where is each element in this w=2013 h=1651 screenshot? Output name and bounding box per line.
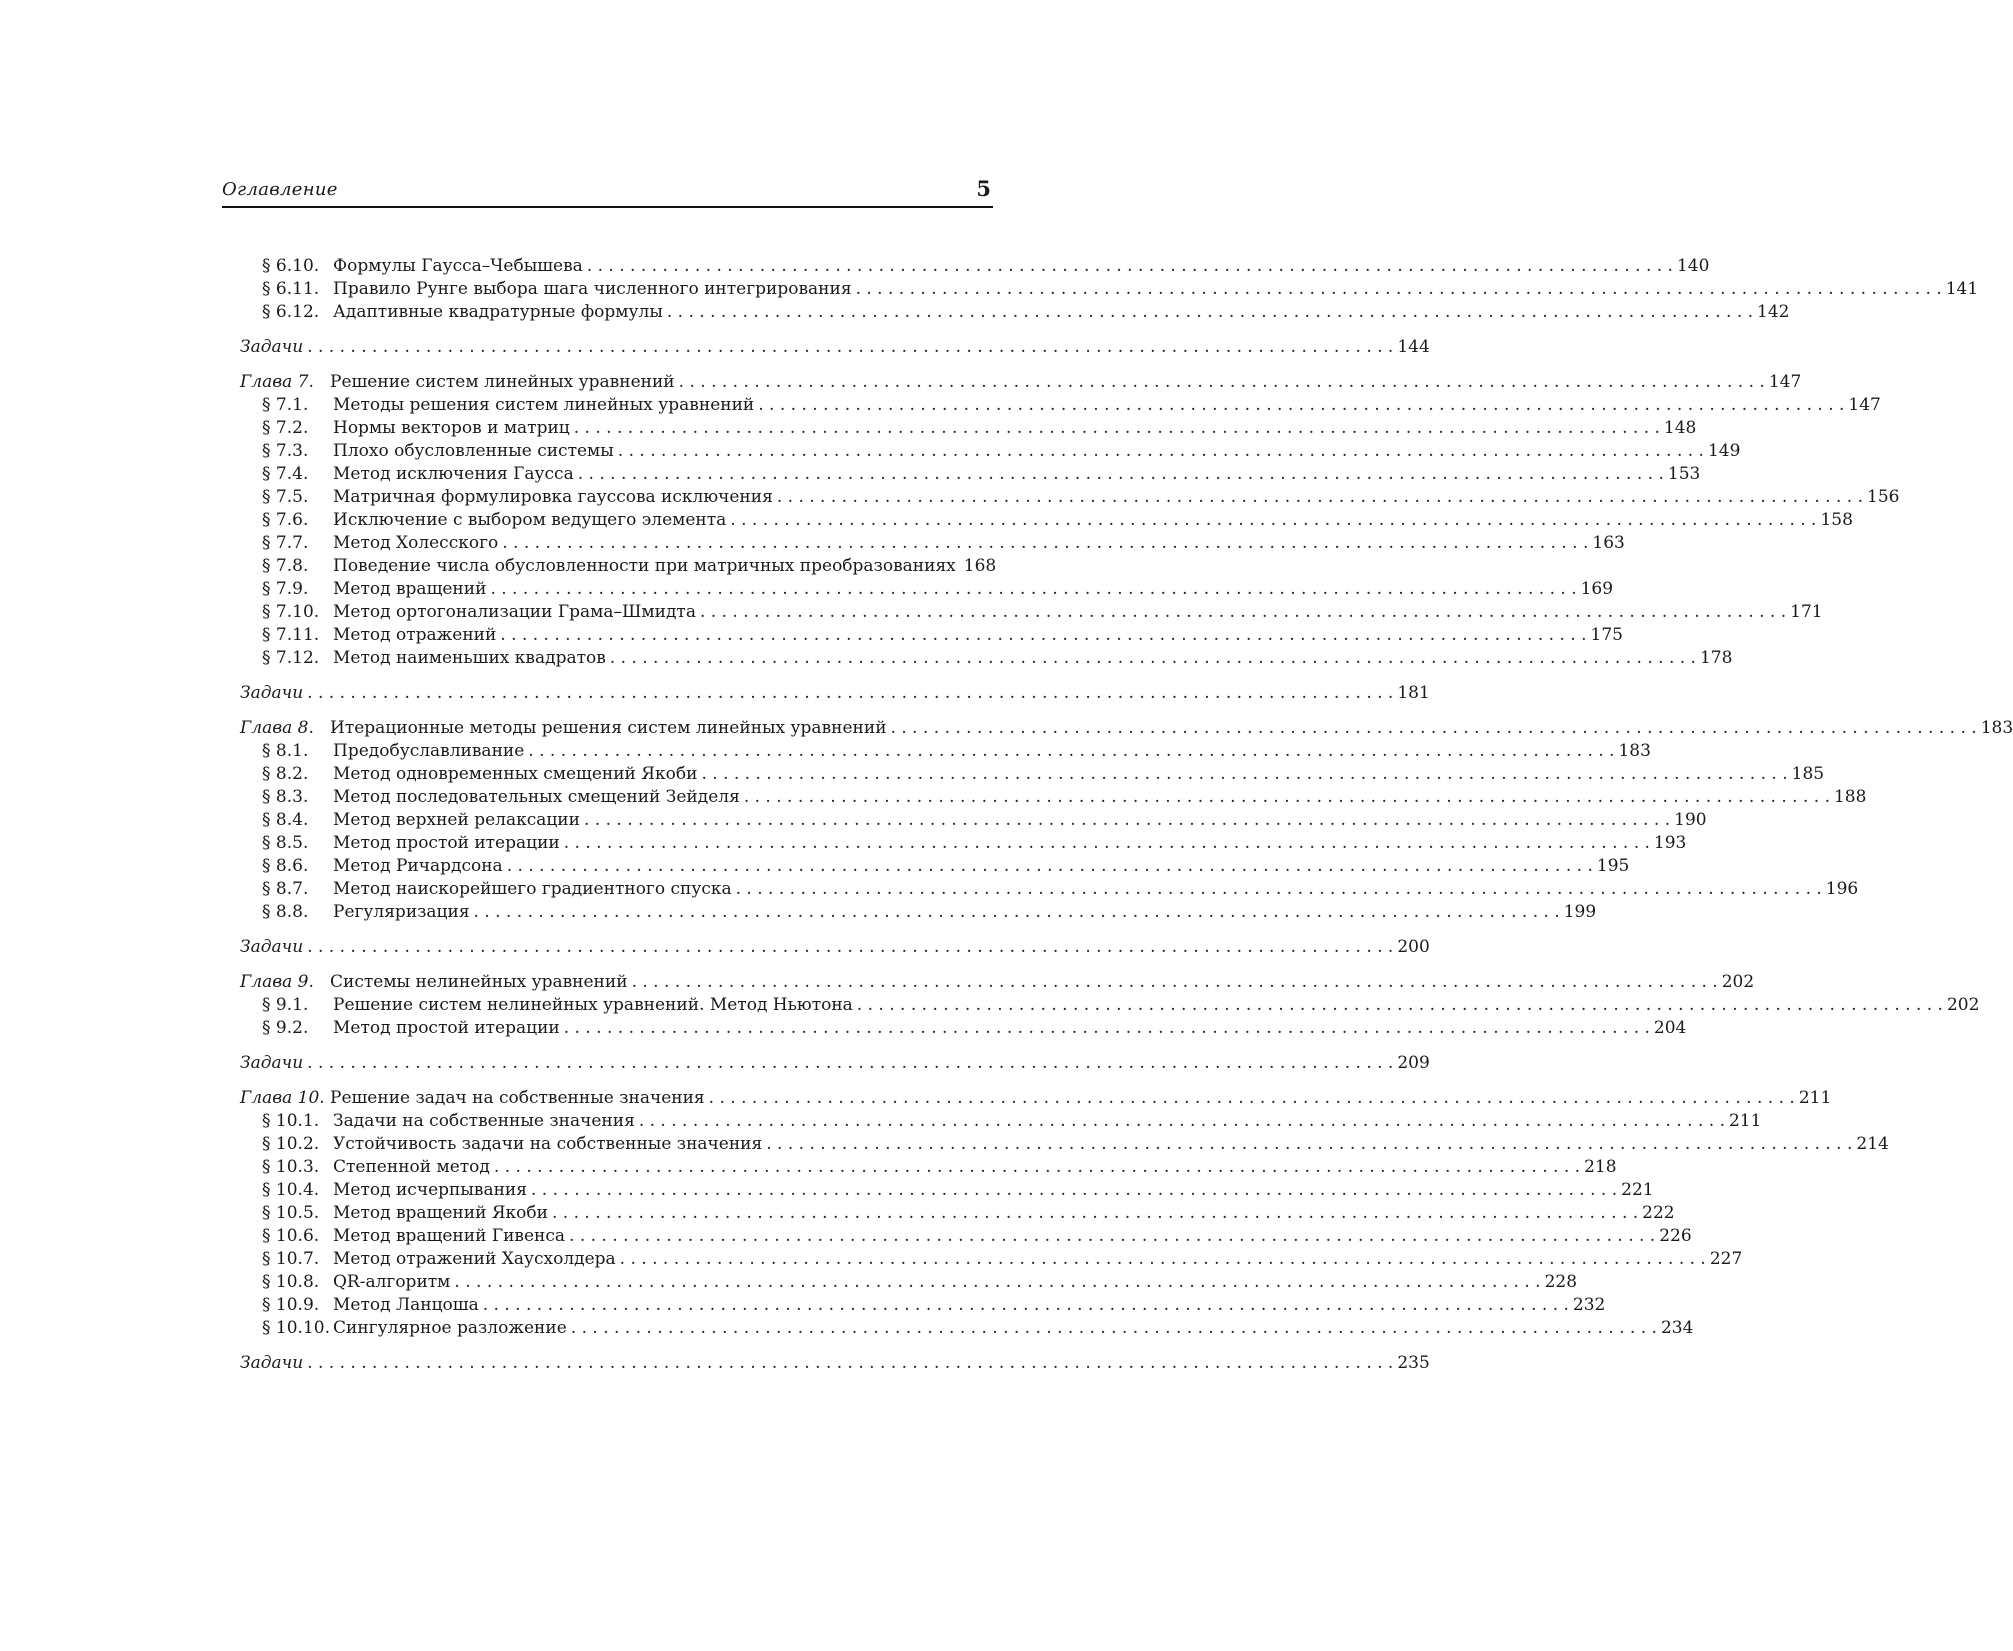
page-ref: 200 bbox=[1397, 937, 1430, 957]
section-title: Метод Ричардсона bbox=[333, 856, 503, 876]
section-number: § 10.3. bbox=[262, 1157, 320, 1177]
section-title: Метод исчерпывания bbox=[333, 1180, 527, 1200]
section-title: Матричная формулировка гауссова исключения bbox=[333, 487, 773, 507]
running-header bbox=[222, 178, 993, 208]
leader-dots bbox=[891, 717, 1977, 740]
page-ref: 181 bbox=[1397, 683, 1430, 703]
section-number: § 7.3. bbox=[262, 441, 309, 461]
toc-entry-8-1[interactable] bbox=[240, 740, 1651, 763]
section-number: § 10.2. bbox=[262, 1134, 320, 1154]
section-number: § 6.10. bbox=[262, 256, 320, 276]
section-number: § 9.2. bbox=[262, 1018, 309, 1038]
section-title: Метод последовательных смещений Зейделя bbox=[333, 787, 740, 807]
toc-entry-7-10[interactable] bbox=[240, 601, 1823, 624]
toc-entry-9-1[interactable] bbox=[240, 994, 1980, 1017]
section-title: Метод вращений Гивенса bbox=[333, 1226, 566, 1246]
toc-entry-8-5[interactable] bbox=[240, 832, 1687, 855]
chapter-title: Системы нелинейных уравнений bbox=[330, 972, 628, 992]
page-ref: 222 bbox=[1642, 1203, 1675, 1223]
page-ref: 183 bbox=[1980, 718, 2013, 738]
page-ref: 169 bbox=[1580, 579, 1614, 599]
problems-title: Задачи bbox=[240, 337, 304, 357]
toc-entry-8-8[interactable] bbox=[240, 901, 1597, 924]
page-ref: 171 bbox=[1790, 602, 1823, 622]
page-ref: 158 bbox=[1820, 510, 1853, 530]
page-ref: 202 bbox=[1946, 995, 1980, 1015]
section-title: Метод Ланцоша bbox=[333, 1295, 479, 1315]
leader-dots bbox=[584, 809, 1670, 832]
toc-entry-chapter-7[interactable] bbox=[240, 371, 1802, 394]
leader-dots bbox=[307, 682, 1393, 705]
section-title: Правило Рунге выбора шага численного интегрирования bbox=[333, 279, 852, 299]
section-title: Предобуславливание bbox=[333, 741, 525, 761]
chapter-number: Глава 7. bbox=[240, 372, 314, 392]
toc-entry-10-6[interactable] bbox=[240, 1225, 1692, 1248]
page-ref: 178 bbox=[1699, 648, 1733, 668]
toc-entry-ch7-problems[interactable] bbox=[240, 682, 1430, 705]
page-ref: 232 bbox=[1572, 1295, 1606, 1315]
leader-dots bbox=[474, 901, 1560, 924]
page-ref: 235 bbox=[1397, 1353, 1430, 1373]
leader-dots bbox=[620, 1248, 1706, 1271]
toc-entry-10-7[interactable] bbox=[240, 1248, 1743, 1271]
problems-title: Задачи bbox=[240, 937, 304, 957]
chapter-title: Решение задач на собственные значения bbox=[330, 1088, 705, 1108]
section-number: § 7.4. bbox=[262, 464, 309, 484]
toc-entry-10-3[interactable] bbox=[240, 1156, 1617, 1179]
section-title: Задачи на собственные значения bbox=[333, 1111, 635, 1131]
section-title: Метод простой итерации bbox=[333, 1018, 560, 1038]
leader-dots bbox=[564, 1017, 1650, 1040]
section-number: § 7.6. bbox=[262, 510, 309, 530]
toc-entry-chapter-8[interactable] bbox=[240, 717, 2013, 740]
toc-entry-7-12[interactable] bbox=[240, 647, 1733, 670]
leader-dots bbox=[700, 601, 1786, 624]
page-ref: 202 bbox=[1721, 972, 1755, 992]
page-ref: 175 bbox=[1590, 625, 1623, 645]
leader-dots bbox=[618, 440, 1704, 463]
toc-entry-10-9[interactable] bbox=[240, 1294, 1606, 1317]
page-ref: 228 bbox=[1544, 1272, 1578, 1292]
page-ref: 156 bbox=[1867, 487, 1900, 507]
leader-dots bbox=[307, 1052, 1393, 1075]
toc-entry-chapter-9[interactable] bbox=[240, 971, 1755, 994]
leader-dots bbox=[483, 1294, 1569, 1317]
toc-entry-8-4[interactable] bbox=[240, 809, 1707, 832]
chapter-number: Глава 8. bbox=[240, 718, 314, 738]
section-number: § 8.5. bbox=[262, 833, 309, 853]
toc-entry-9-2[interactable] bbox=[240, 1017, 1687, 1040]
page-ref: 204 bbox=[1653, 1018, 1687, 1038]
section-number: § 10.8. bbox=[262, 1272, 320, 1292]
page-ref: 214 bbox=[1856, 1134, 1889, 1154]
section-number: § 10.10. bbox=[262, 1318, 330, 1338]
page-ref: 221 bbox=[1621, 1180, 1654, 1200]
section-number: § 8.6. bbox=[262, 856, 309, 876]
section-number: § 6.12. bbox=[262, 302, 320, 322]
page-ref: 196 bbox=[1825, 879, 1859, 899]
section-number: § 7.10. bbox=[262, 602, 320, 622]
page-ref: 168 bbox=[963, 556, 997, 576]
section-number: § 7.2. bbox=[262, 418, 309, 438]
section-number: § 9.1. bbox=[262, 995, 309, 1015]
section-number: § 7.8. bbox=[262, 556, 309, 576]
section-title: Метод отражений bbox=[333, 625, 497, 645]
leader-dots bbox=[569, 1225, 1655, 1248]
toc-entry-6-10[interactable] bbox=[240, 255, 1710, 278]
page-ref: 188 bbox=[1833, 787, 1867, 807]
leader-dots bbox=[744, 786, 1830, 809]
leader-dots bbox=[528, 740, 1614, 763]
page-ref: 209 bbox=[1397, 1053, 1430, 1073]
leader-dots bbox=[564, 832, 1650, 855]
section-number: § 7.11. bbox=[262, 625, 320, 645]
page-ref: 149 bbox=[1707, 441, 1741, 461]
toc-entry-6-12[interactable] bbox=[240, 301, 1790, 324]
section-title: Метод Холесского bbox=[333, 533, 499, 553]
toc-entry-10-10[interactable] bbox=[240, 1317, 1694, 1340]
section-number: § 6.11. bbox=[262, 279, 320, 299]
leader-dots bbox=[766, 1133, 1852, 1156]
section-title: Поведение числа обусловленности при матричных преобразованиях bbox=[333, 556, 956, 576]
problems-title: Задачи bbox=[240, 1353, 304, 1373]
page-ref: 211 bbox=[1728, 1111, 1762, 1131]
toc-entry-ch9-problems[interactable] bbox=[240, 1052, 1430, 1075]
section-title: Метод простой итерации bbox=[333, 833, 560, 853]
section-title: Формулы Гаусса–Чебышева bbox=[333, 256, 583, 276]
section-number: § 7.12. bbox=[262, 648, 320, 668]
page-ref: 140 bbox=[1676, 256, 1710, 276]
leader-dots bbox=[574, 417, 1660, 440]
toc-entry-10-4[interactable] bbox=[240, 1179, 1654, 1202]
page-ref: 185 bbox=[1791, 764, 1825, 784]
section-title: Нормы векторов и матриц bbox=[333, 418, 570, 438]
section-title: Метод исключения Гаусса bbox=[333, 464, 574, 484]
section-title: Метод ортогонализации Грама–Шмидта bbox=[333, 602, 696, 622]
section-number: § 8.4. bbox=[262, 810, 309, 830]
header-title: Оглавление bbox=[222, 179, 338, 200]
section-title: Метод вращений bbox=[333, 579, 487, 599]
leader-dots bbox=[531, 1179, 1617, 1202]
section-title: Адаптивные квадратурные формулы bbox=[333, 302, 663, 322]
leader-dots bbox=[736, 878, 1822, 901]
section-number: § 8.8. bbox=[262, 902, 309, 922]
section-title: Степенной метод bbox=[333, 1157, 490, 1177]
toc-entry-ch8-problems[interactable] bbox=[240, 936, 1430, 959]
page-ref: 195 bbox=[1596, 856, 1630, 876]
page-ref: 190 bbox=[1674, 810, 1707, 830]
toc-entry-8-7[interactable] bbox=[240, 878, 1859, 901]
toc-entry-7-2[interactable] bbox=[240, 417, 1697, 440]
section-title: Регуляризация bbox=[333, 902, 470, 922]
leader-dots bbox=[667, 301, 1753, 324]
page-ref: 227 bbox=[1709, 1249, 1743, 1269]
toc-entry-10-1[interactable] bbox=[240, 1110, 1762, 1133]
leader-dots bbox=[454, 1271, 1540, 1294]
section-title: Метод наименьших квадратов bbox=[333, 648, 606, 668]
section-number: § 8.2. bbox=[262, 764, 309, 784]
leader-dots bbox=[307, 1352, 1393, 1375]
section-number: § 7.5. bbox=[262, 487, 309, 507]
toc-entry-chapter-10[interactable] bbox=[240, 1087, 1832, 1110]
section-number: § 8.7. bbox=[262, 879, 309, 899]
section-title: Метод вращений Якоби bbox=[333, 1203, 548, 1223]
page-ref: 147 bbox=[1848, 395, 1881, 415]
problems-title: Задачи bbox=[240, 1053, 304, 1073]
page-number: 5 bbox=[976, 176, 991, 201]
section-title: Методы решения систем линейных уравнений bbox=[333, 395, 755, 415]
leader-dots bbox=[856, 278, 1942, 301]
section-title: Метод наискорейшего градиентного спуска bbox=[333, 879, 732, 899]
section-number: § 7.7. bbox=[262, 533, 309, 553]
section-title: Исключение с выбором ведущего элемента bbox=[333, 510, 727, 530]
toc-entry-7-1[interactable] bbox=[240, 394, 1881, 417]
leader-dots bbox=[502, 532, 1588, 555]
page-ref: 163 bbox=[1592, 533, 1625, 553]
leader-dots bbox=[587, 255, 1673, 278]
page-ref: 141 bbox=[1945, 279, 1979, 299]
page-ref: 144 bbox=[1397, 337, 1430, 357]
chapter-title: Итерационные методы решения систем линейных уравнений bbox=[330, 718, 887, 738]
leader-dots bbox=[500, 624, 1586, 647]
section-number: § 7.9. bbox=[262, 579, 309, 599]
section-number: § 10.6. bbox=[262, 1226, 320, 1246]
page-ref: 193 bbox=[1653, 833, 1687, 853]
section-number: § 7.1. bbox=[262, 395, 309, 415]
leader-dots bbox=[777, 486, 1863, 509]
page-ref: 153 bbox=[1667, 464, 1701, 484]
page-ref: 183 bbox=[1618, 741, 1651, 761]
chapter-number: Глава 10. bbox=[240, 1088, 325, 1108]
leader-dots bbox=[307, 936, 1393, 959]
toc-entry-6-11[interactable] bbox=[240, 278, 1979, 301]
toc-entry-8-6[interactable] bbox=[240, 855, 1630, 878]
leader-dots bbox=[632, 971, 1718, 994]
page-ref: 211 bbox=[1798, 1088, 1832, 1108]
leader-dots bbox=[507, 855, 1593, 878]
toc-entry-7-7[interactable] bbox=[240, 532, 1625, 555]
leader-dots bbox=[709, 1087, 1795, 1110]
section-number: § 10.9. bbox=[262, 1295, 320, 1315]
leader-dots bbox=[730, 509, 1816, 532]
toc-entry-ch10-problems[interactable] bbox=[240, 1352, 1430, 1375]
toc-entry-7-11[interactable] bbox=[240, 624, 1623, 647]
leader-dots bbox=[758, 394, 1844, 417]
problems-title: Задачи bbox=[240, 683, 304, 703]
section-title: Метод отражений Хаусхолдера bbox=[333, 1249, 616, 1269]
toc-entry-7-8[interactable] bbox=[240, 555, 997, 578]
toc-entry-7-9[interactable] bbox=[240, 578, 1614, 601]
section-number: § 10.1. bbox=[262, 1111, 320, 1131]
section-number: § 10.5. bbox=[262, 1203, 320, 1223]
leader-dots bbox=[571, 1317, 1657, 1340]
section-title: Решение систем нелинейных уравнений. Метод Ньютона bbox=[333, 995, 853, 1015]
leader-dots bbox=[552, 1202, 1638, 1225]
leader-dots bbox=[679, 371, 1765, 394]
page-ref: 199 bbox=[1563, 902, 1597, 922]
leader-dots bbox=[610, 647, 1696, 670]
toc-entry-7-6[interactable] bbox=[240, 509, 1853, 532]
table-of-contents bbox=[240, 255, 2013, 1375]
toc-entry-10-5[interactable] bbox=[240, 1202, 1675, 1225]
section-number: § 10.7. bbox=[262, 1249, 320, 1269]
leader-dots bbox=[307, 336, 1393, 359]
chapter-number: Глава 9. bbox=[240, 972, 314, 992]
toc-entry-8-3[interactable] bbox=[240, 786, 1867, 809]
toc-entry-7-3[interactable] bbox=[240, 440, 1741, 463]
section-title: Метод одновременных смещений Якоби bbox=[333, 764, 698, 784]
section-title: Сингулярное разложение bbox=[333, 1318, 567, 1338]
section-number: § 8.3. bbox=[262, 787, 309, 807]
toc-entry-7-5[interactable] bbox=[240, 486, 1900, 509]
section-title: QR-алгоритм bbox=[333, 1272, 451, 1292]
toc-entry-8-2[interactable] bbox=[240, 763, 1825, 786]
section-number: § 10.4. bbox=[262, 1180, 320, 1200]
leader-dots bbox=[578, 463, 1664, 486]
chapter-title: Решение систем линейных уравнений bbox=[330, 372, 675, 392]
page-ref: 142 bbox=[1757, 302, 1790, 322]
section-title: Метод верхней релаксации bbox=[333, 810, 580, 830]
leader-dots bbox=[494, 1156, 1580, 1179]
page-ref: 218 bbox=[1584, 1157, 1617, 1177]
section-title: Устойчивость задачи на собственные значения bbox=[333, 1134, 763, 1154]
section-title: Плохо обусловленные системы bbox=[333, 441, 614, 461]
toc-entry-ch6-problems[interactable] bbox=[240, 336, 1430, 359]
leader-dots bbox=[490, 578, 1576, 601]
toc-entry-7-4[interactable] bbox=[240, 463, 1701, 486]
page-ref: 234 bbox=[1660, 1318, 1694, 1338]
page-ref: 148 bbox=[1663, 418, 1697, 438]
toc-entry-10-8[interactable] bbox=[240, 1271, 1578, 1294]
leader-dots bbox=[639, 1110, 1725, 1133]
leader-dots bbox=[701, 763, 1787, 786]
page-ref: 147 bbox=[1768, 372, 1802, 392]
leader-dots bbox=[857, 994, 1943, 1017]
page-ref: 226 bbox=[1659, 1226, 1692, 1246]
toc-entry-10-2[interactable] bbox=[240, 1133, 1889, 1156]
section-number: § 8.1. bbox=[262, 741, 309, 761]
